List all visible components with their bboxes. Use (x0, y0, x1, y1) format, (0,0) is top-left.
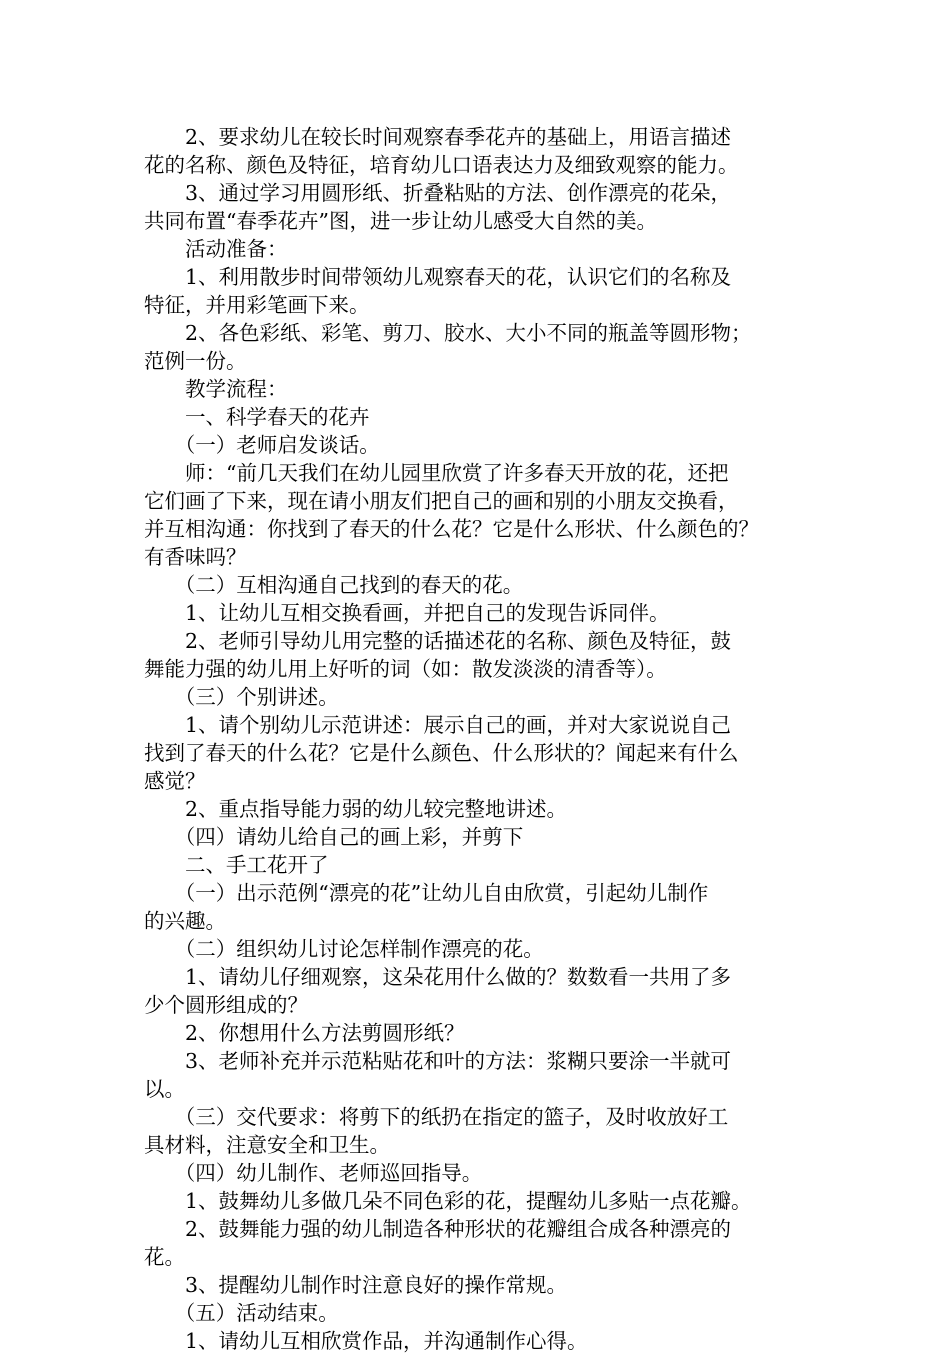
paragraph (144, 795, 812, 823)
text-line: 特征，并用彩笔画下来。 (144, 293, 370, 317)
text-line: 2、老师引导幼儿用完整的话描述花的名称、颜色及特征，鼓 (144, 629, 732, 653)
paragraph (144, 235, 812, 263)
text-line: （四）请幼儿给自己的画上彩，并剪下 (144, 825, 524, 849)
paragraph (144, 123, 812, 179)
text-line: 3、提醒幼儿制作时注意良好的操作常规。 (144, 1273, 568, 1297)
paragraph (144, 1019, 812, 1047)
text-line: 花的名称、颜色及特征，培育幼儿口语表达力及细致观察的能力。 (144, 153, 739, 177)
text-line: 2、重点指导能力弱的幼儿较完整地讲述。 (144, 797, 568, 821)
text-line: 1、鼓舞幼儿多做几朵不同色彩的花，提醒幼儿多贴一点花瓣。 (144, 1189, 752, 1213)
text-line: 3、老师补充并示范粘贴花和叶的方法：浆糊只要涂一半就可 (144, 1049, 732, 1073)
text-line: 1、请幼儿互相欣赏作品，并沟通制作心得。 (144, 1329, 588, 1353)
paragraph (144, 263, 812, 319)
text-line: 它们画了下来，现在请小朋友们把自己的画和别的小朋友交换看， (144, 489, 739, 513)
paragraph (144, 571, 812, 599)
text-line: 范例一份。 (144, 349, 247, 373)
text-line: （二）组织幼儿讨论怎样制作漂亮的花。 (144, 937, 544, 961)
paragraph (144, 179, 812, 235)
text-line: 感觉？ (144, 769, 206, 793)
text-line: 3、通过学习用圆形纸、折叠粘贴的方法、创作漂亮的花朵， (144, 181, 732, 205)
text-line: 找到了春天的什么花？它是什么颜色、什么形状的？闻起来有什么 (144, 741, 739, 765)
text-line: 1、请幼儿仔细观察，这朵花用什么做的？数数看一共用了多 (144, 965, 732, 989)
paragraph (144, 1327, 812, 1355)
paragraph (144, 1299, 812, 1327)
text-line: 2、各色彩纸、彩笔、剪刀、胶水、大小不同的瓶盖等圆形物； (144, 321, 752, 345)
paragraph (144, 1159, 812, 1187)
paragraph (144, 431, 812, 459)
paragraph (144, 459, 812, 571)
text-line: 具材料，注意安全和卫生。 (144, 1133, 390, 1157)
paragraph (144, 1047, 812, 1103)
text-line: 活动准备： (144, 237, 288, 261)
paragraph (144, 963, 812, 1019)
paragraph (144, 1103, 812, 1159)
text-line: 一、科学春天的花卉 (144, 405, 370, 429)
document-body (144, 123, 812, 1355)
paragraph (144, 935, 812, 963)
text-line: 舞能力强的幼儿用上好听的词（如：散发淡淡的清香等）。 (144, 657, 667, 681)
text-line: （四）幼儿制作、老师巡回指导。 (144, 1161, 483, 1185)
paragraph (144, 851, 812, 879)
text-line: 1、利用散步时间带领幼儿观察春天的花，认识它们的名称及 (144, 265, 732, 289)
text-line: 2、你想用什么方法剪圆形纸？ (144, 1021, 465, 1045)
paragraph (144, 599, 812, 627)
paragraph (144, 879, 812, 935)
text-line: （三）个别讲述。 (144, 685, 339, 709)
text-line: 少个圆形组成的？ (144, 993, 308, 1017)
text-line: （一）老师启发谈话。 (144, 433, 380, 457)
paragraph (144, 823, 812, 851)
text-line: 二、手工花开了 (144, 853, 329, 877)
text-line: 2、要求幼儿在较长时间观察春季花卉的基础上，用语言描述 (144, 125, 732, 149)
paragraph (144, 711, 812, 795)
text-line: （一）出示范例“漂亮的花”让幼儿自由欣赏，引起幼儿制作 (144, 881, 709, 905)
text-line: 并互相沟通：你找到了春天的什么花？它是什么形状、什么颜色的？ (144, 517, 759, 541)
paragraph (144, 375, 812, 403)
text-line: 有香味吗？ (144, 545, 247, 569)
paragraph (144, 1215, 812, 1271)
text-line: 1、请个别幼儿示范讲述：展示自己的画，并对大家说说自己 (144, 713, 732, 737)
text-line: 2、鼓舞能力强的幼儿制造各种形状的花瓣组合成各种漂亮的 (144, 1217, 732, 1241)
text-line: 花。 (144, 1245, 185, 1269)
text-line: 以。 (144, 1077, 185, 1101)
text-line: （三）交代要求：将剪下的纸扔在指定的篮子，及时收放好工 (144, 1105, 729, 1129)
text-line: 1、让幼儿互相交换看画，并把自己的发现告诉同伴。 (144, 601, 670, 625)
paragraph (144, 403, 812, 431)
paragraph (144, 683, 812, 711)
text-line: 教学流程： (144, 377, 288, 401)
paragraph (144, 1271, 812, 1299)
text-line: （二）互相沟通自己找到的春天的花。 (144, 573, 524, 597)
text-line: 师：“前几天我们在幼儿园里欣赏了许多春天开放的花，还把 (144, 461, 729, 485)
text-line: （五）活动结束。 (144, 1301, 339, 1325)
text-line: 的兴趣。 (144, 909, 226, 933)
paragraph (144, 319, 812, 375)
paragraph (144, 1187, 812, 1215)
paragraph (144, 627, 812, 683)
text-line: 共同布置“春季花卉”图，进一步让幼儿感受大自然的美。 (144, 209, 657, 233)
